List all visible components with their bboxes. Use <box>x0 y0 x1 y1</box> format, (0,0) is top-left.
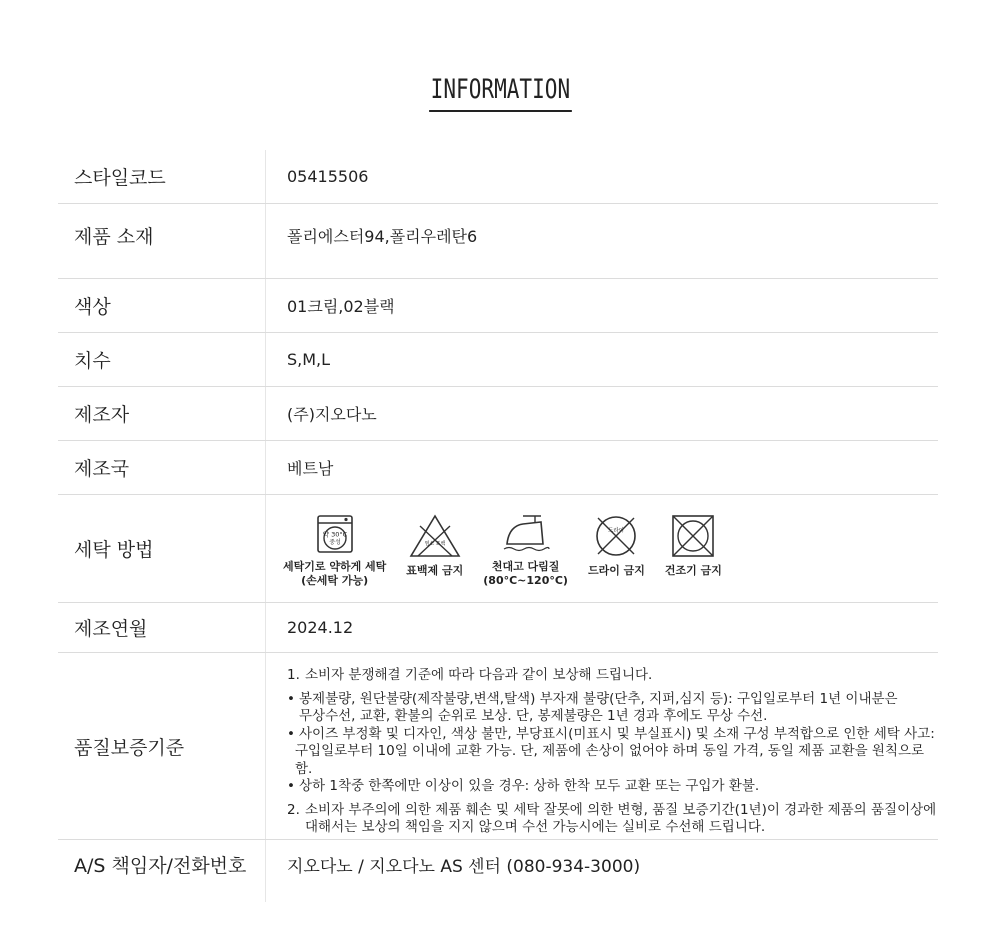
care-caption-sub: (손세탁 가능) <box>301 573 369 587</box>
no-tumble-dry-icon <box>670 514 716 558</box>
info-table <box>58 150 938 902</box>
item-text: 상하 1착중 한쪽에만 이상이 있을 경우: 상하 한착 모두 교환 또는 구입가 환불. <box>299 778 760 794</box>
row-label: 제품 소재 <box>58 204 266 278</box>
row-label: 치수 <box>58 333 266 386</box>
row-maker <box>58 387 938 441</box>
row-color <box>58 279 938 333</box>
row-label: 스타일코드 <box>58 150 266 203</box>
care-caption: 천대고 다림질 <box>491 559 560 573</box>
list-item <box>287 802 938 820</box>
item-text: 소비자 분쟁해결 기준에 따라 다음과 같이 보상해 드립니다. <box>305 667 653 683</box>
item-text: 사이즈 부정확 및 디자인, 색상 불만, 부당표시(미표시 및 부실표시) 및 소재 구성 부적합으로 인한 세탁 사고: <box>299 725 935 742</box>
list-item <box>287 778 938 796</box>
wash-30-icon <box>315 514 355 554</box>
no-dryclean-icon <box>593 514 639 558</box>
quality-text <box>266 653 938 839</box>
care-caption: 드라이 금지 <box>587 563 645 577</box>
row-value: 베트남 <box>287 459 334 478</box>
row-size <box>58 333 938 387</box>
list-item <box>287 667 938 685</box>
row-label: 품질보증기준 <box>58 653 266 839</box>
care-item-bleach <box>406 514 463 578</box>
row-style-code <box>58 150 938 204</box>
wash-temp-text: 약 30°C <box>322 530 347 538</box>
care-caption: 건조기 금지 <box>664 563 722 577</box>
care-icons <box>266 495 938 602</box>
iron-medium-icon <box>501 514 551 554</box>
row-value: 2024.12 <box>287 618 354 637</box>
row-label: 제조국 <box>58 441 266 494</box>
row-country <box>58 441 938 495</box>
item-number: 1. <box>287 667 300 683</box>
row-washing <box>58 495 938 603</box>
item-text-cont: 무상수선, 교환, 환불의 순위로 보상. 단, 봉제불량은 1년 경과 후에도 무상 수선. <box>299 708 768 724</box>
care-caption-sub: (80°C~120°C) <box>483 573 568 587</box>
item-number: 2. <box>287 801 300 818</box>
row-value: (주)지오다노 <box>287 405 377 424</box>
row-value: S,M,L <box>287 350 331 369</box>
list-item <box>287 691 938 709</box>
row-quality <box>58 653 938 840</box>
row-value: 05415506 <box>287 167 369 186</box>
row-label: 세탁 방법 <box>58 495 266 602</box>
wash-detergent-text: 중성 <box>328 538 341 546</box>
row-label: 제조연월 <box>58 603 266 652</box>
care-caption: 세탁기로 약하게 세탁 <box>283 559 387 573</box>
list-item <box>287 726 938 744</box>
page-title-text: INFORMATION <box>429 72 572 112</box>
row-value: 01크림,02블랙 <box>287 297 395 316</box>
bleach-text: 염소 표백 <box>424 540 446 547</box>
care-caption: 표백제 금지 <box>406 563 464 577</box>
item-text: 소비자 부주의에 의한 제품 훼손 및 세탁 잘못에 의한 변형, 품질 보증기간(1년)이 경과한 제품의 품질이상에 <box>305 801 937 818</box>
row-date <box>58 603 938 653</box>
row-label: 색상 <box>58 279 266 332</box>
dryclean-text: 드라이 <box>608 527 625 534</box>
care-item-tumble <box>665 514 722 578</box>
row-value: 폴리에스터94,폴리우레탄6 <box>287 227 478 246</box>
row-value: 지오다노 / 지오다노 AS 센터 (080-934-3000) <box>287 856 641 877</box>
no-bleach-icon <box>408 514 462 558</box>
row-label: A/S 책임자/전화번호 <box>58 840 266 902</box>
row-as <box>58 840 938 902</box>
bullet: • <box>287 778 295 794</box>
bullet: • <box>287 690 295 707</box>
item-text-cont: 구입일로부터 10일 이내에 교환 가능. 단, 제품에 손상이 없어야 하며 동일 가격, 동일 제품 교환을 원칙으로 함. <box>295 743 925 777</box>
page-title <box>0 72 1000 112</box>
row-material <box>58 204 938 279</box>
care-item-dryclean <box>588 514 645 578</box>
care-item-wash <box>283 514 386 588</box>
item-text-cont: 대해서는 보상의 책임을 지지 않으며 수선 가능시에는 실비로 수선해 드립니다. <box>305 819 766 835</box>
item-text: 봉제불량, 원단불량(제작불량,변색,탈색) 부자재 불량(단추, 지퍼,심지 등): 구입일로부터 1년 이내분은 <box>299 690 898 707</box>
care-item-iron <box>483 514 568 588</box>
bullet: • <box>287 725 295 742</box>
row-label: 제조자 <box>58 387 266 440</box>
